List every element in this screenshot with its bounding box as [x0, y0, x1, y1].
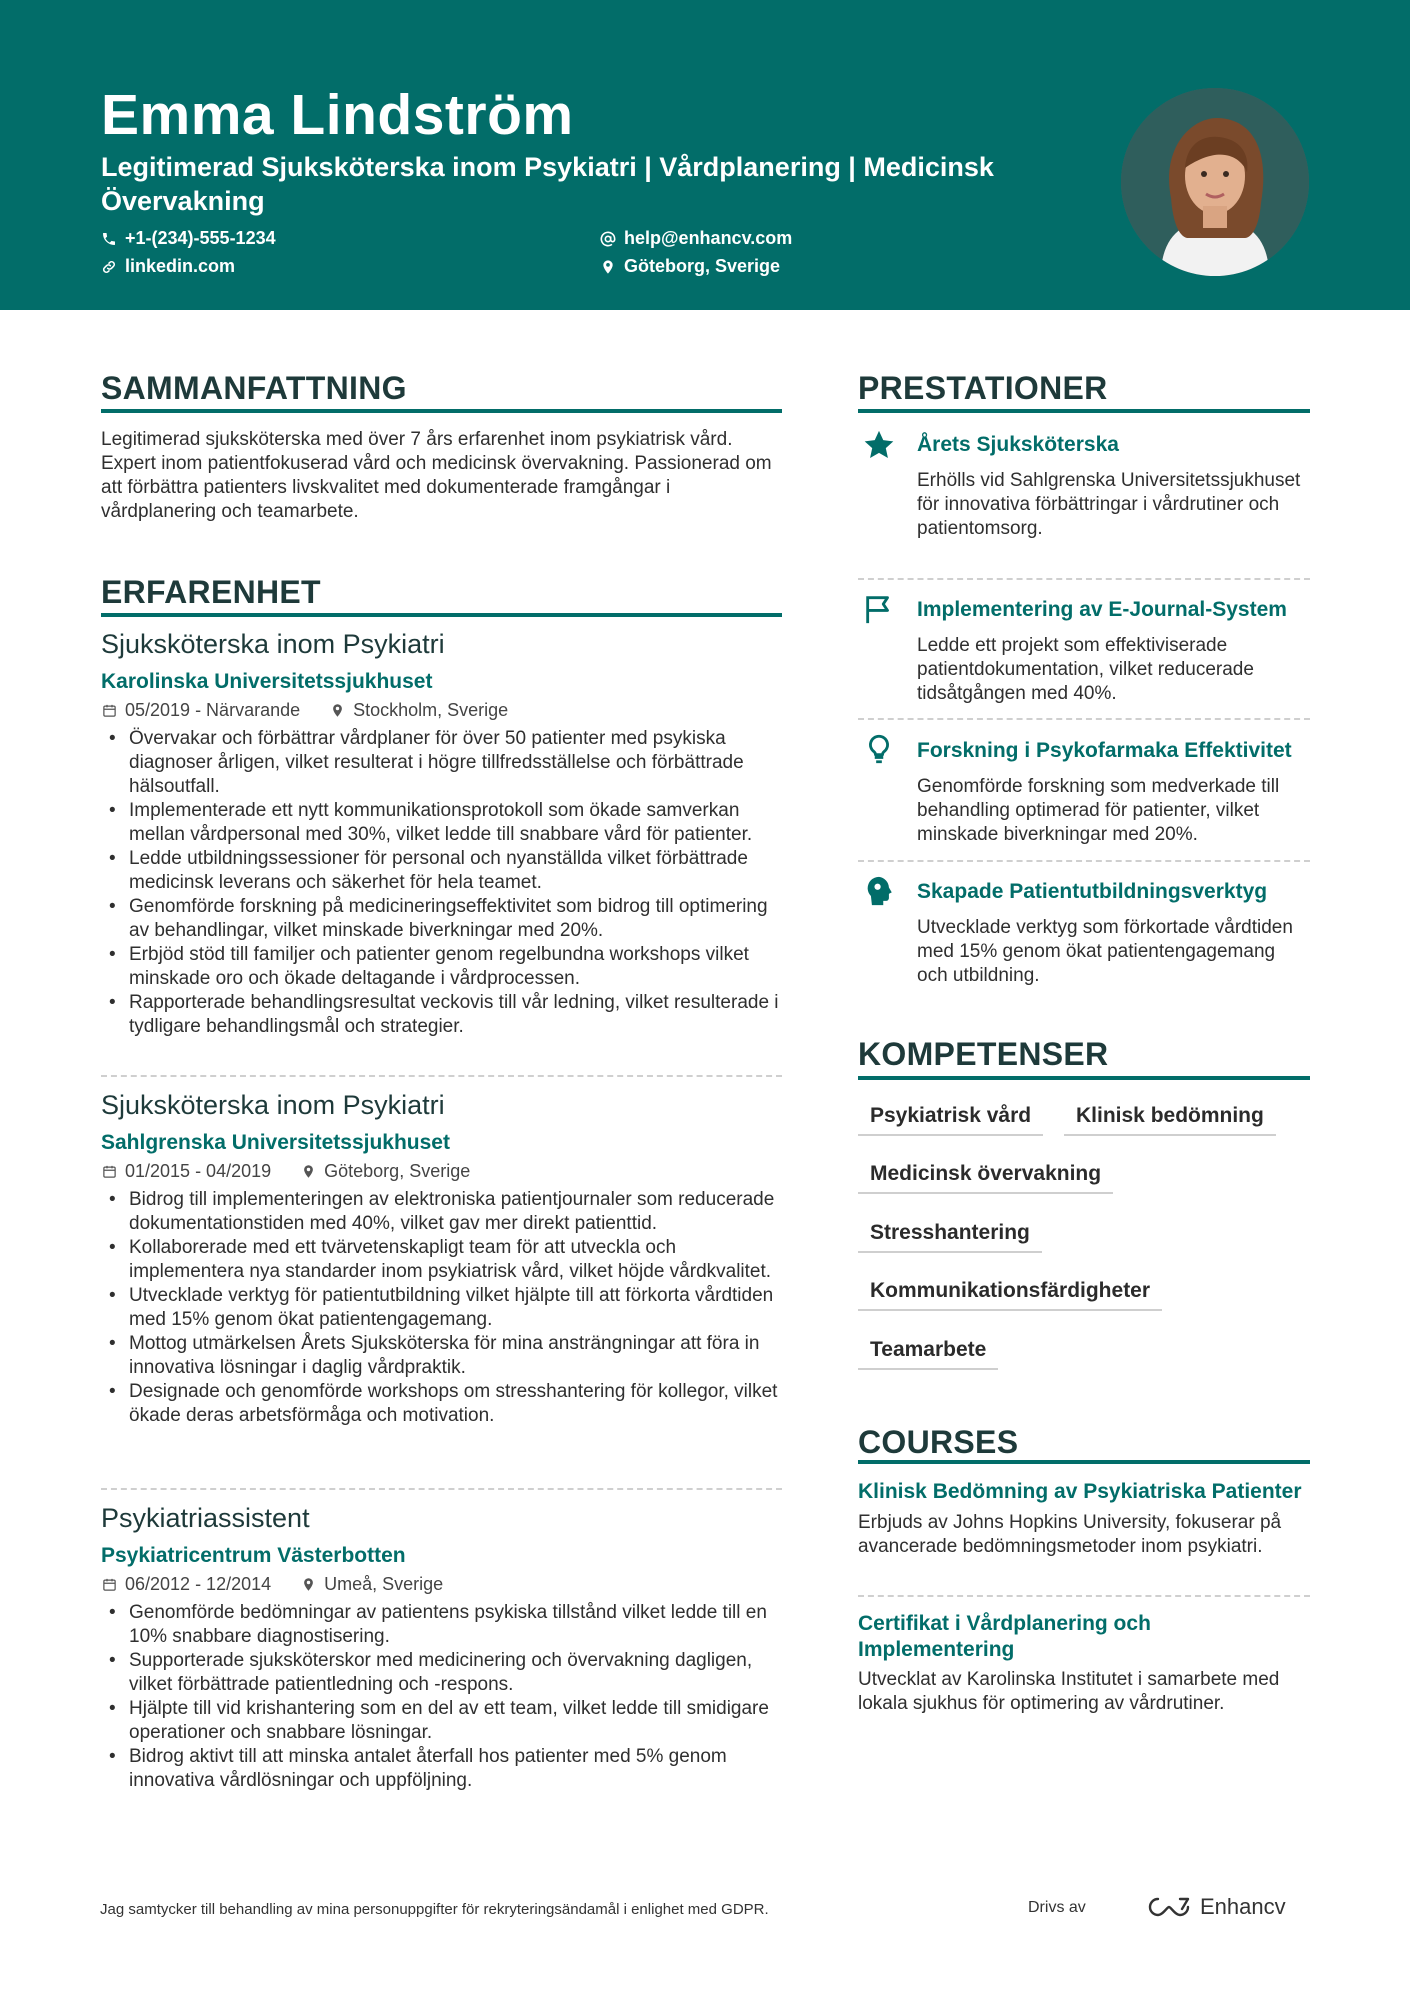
job-meta [102, 1574, 443, 1595]
list-item: • Implementerade ett nytt kommunikationsprotokoll som ökade samverkan mellan vårdpersonal med 30%, vilket ledde till snabbare vård för patienter. [101, 799, 782, 847]
achievement-title: Skapade Patientutbildningsverktyg [917, 880, 1268, 903]
achievement-title: Forskning i Psykofarmaka Effektivitet [917, 739, 1292, 762]
list-item: • Hjälpte till vid krishantering som en del av ett team, vilket ledde till smidigare operationer och snabbare lösningar. [101, 1697, 782, 1745]
achievement-desc: Utvecklade verktyg som förkortade vårdtiden med 15% genom ökat patientengagemang och utbildning. [917, 917, 1293, 986]
candidate-headline: Legitimerad Sjuksköterska inom Psykiatri | Vårdplanering | Medicinsk Övervakning [101, 152, 994, 216]
list-item: • Rapporterade behandlingsresultat veckovis till vår ledning, vilket resulterade i tydligare behandlingsmål och strategier. [101, 991, 782, 1039]
profile-photo [1121, 88, 1309, 276]
calendar-icon [102, 703, 117, 718]
list-item: • Genomförde forskning på medicineringseffektivitet som bidrog till optimering av behandlingar, vilket minskade biverkningar med 20%. [101, 895, 782, 943]
powered-by-label: Drivs av [1028, 1899, 1086, 1916]
location-pin-icon [330, 703, 345, 718]
divider [858, 1595, 1310, 1597]
contact-email[interactable] [600, 228, 792, 249]
divider [858, 860, 1310, 862]
enhancv-logo-icon [1146, 1895, 1192, 1919]
achievement-title: Årets Sjuksköterska [917, 433, 1119, 456]
achievement-desc: Genomförde forskning som medverkade till behandling optimerad för patienter, vilket minskade biverkningar med 20%. [917, 776, 1280, 845]
experience-rule [101, 613, 782, 617]
email-text: help@enhancv.com [624, 228, 793, 248]
location-pin-icon [600, 259, 616, 275]
summary-heading: SAMMANFATTNING [101, 370, 407, 406]
list-item: • Mottog utmärkelsen Årets Sjuksköterska för mina ansträngningar att föra in innovativa lösningar i daglig vårdpraktik. [101, 1332, 782, 1380]
gdpr-consent: Jag samtycker till behandling av mina personuppgifter för rekryteringsändamål i enlighet med GDPR. [100, 1901, 769, 1918]
achievement-desc: Ledde ett projekt som effektiviserade patientdokumentation, vilket reducerade tidsåtgången med 40%. [917, 635, 1254, 704]
courses-heading: COURSES [858, 1424, 1019, 1460]
list-item: • Designade och genomförde workshops om stresshantering för kollegor, vilket ökade deras arbetsförmåga och motivation. [101, 1380, 782, 1428]
skills-heading: KOMPETENSER [858, 1036, 1109, 1072]
course-desc: Erbjuds av Johns Hopkins University, fokuserar på avancerade bedömningsmetoder inom psykiatri. [858, 1512, 1282, 1557]
list-item: • Bidrog till implementeringen av elektroniska patientjournaler som reducerade dokumentationstiden med 40%, vilket gav mer direkt patienttid. [101, 1188, 782, 1236]
job-bullets [101, 1188, 782, 1428]
calendar-icon [102, 1577, 117, 1592]
achievements-heading: PRESTATIONER [858, 370, 1108, 406]
job-dates: 06/2012 - 12/2014 [125, 1574, 272, 1594]
company-name: Karolinska Universitetssjukhuset [101, 670, 433, 693]
linkedin-text: linkedin.com [125, 256, 236, 276]
course-title: Certifikat i Vårdplanering och Implementering [858, 1612, 1151, 1661]
contact-linkedin[interactable] [101, 256, 235, 277]
brand-name: Enhancv [1200, 1894, 1286, 1919]
location-text: Göteborg, Sverige [624, 256, 781, 276]
company-name: Sahlgrenska Universitetssjukhuset [101, 1131, 450, 1154]
job-title: Sjuksköterska inom Psykiatri [101, 629, 445, 659]
job-meta [102, 1161, 470, 1182]
job-dates: 01/2015 - 04/2019 [125, 1161, 272, 1181]
location-pin-icon [301, 1577, 316, 1592]
list-item: • Utvecklade verktyg för patientutbildning vilket hjälpte till att förkorta vårdtiden med 15% genom ökat patientengagemang. [101, 1284, 782, 1332]
candidate-name: Emma Lindström [101, 83, 574, 147]
contact-location [600, 256, 780, 277]
lightbulb-icon [862, 732, 896, 766]
achievements-rule [858, 409, 1310, 413]
company-name: Psykiatricentrum Västerbotten [101, 1544, 406, 1567]
list-item: • Kollaborerade med ett tvärvetenskapligt team för att utveckla och implementera nya standarder inom psykiatrisk vård, vilket höjde vårdkvalitet. [101, 1236, 782, 1284]
phone-text: +1-(234)-555-1234 [125, 228, 276, 248]
enhancv-logo[interactable] [1146, 1894, 1286, 1920]
summary-text: Legitimerad sjuksköterska med över 7 års erfarenhet inom psykiatrisk vård. Expert inom patientfokuserad vård och medicinsk övervakning. Passionerad om att förbättra patienters livskvalitet med dokumenterade framgångar i vårdplanering och teamarbete. [101, 429, 772, 522]
job-location: Stockholm, Sverige [353, 700, 509, 720]
skill-tag: Stresshantering [858, 1221, 1042, 1253]
course-title: Klinisk Bedömning av Psykiatriska Patienter [858, 1480, 1302, 1503]
divider [101, 1075, 782, 1077]
location-pin-icon [301, 1164, 316, 1179]
divider [858, 578, 1310, 580]
skill-tag: Psykiatrisk vård [858, 1104, 1043, 1136]
list-item: • Genomförde bedömningar av patientens psykiska tillstånd vilket ledde till en 10% snabbare diagnostisering. [101, 1601, 782, 1649]
skills-rule [858, 1076, 1310, 1080]
job-dates: 05/2019 - Närvarande [125, 700, 301, 720]
summary-rule [101, 409, 782, 413]
list-item: • Bidrog aktivt till att minska antalet återfall hos patienter med 5% genom innovativa vårdlösningar och uppföljning. [101, 1745, 782, 1793]
at-icon [600, 231, 616, 247]
phone-icon [101, 231, 117, 247]
job-title: Sjuksköterska inom Psykiatri [101, 1090, 445, 1120]
list-item: • Ledde utbildningssessioner för personal och nyanställda vilket förbättrade medicinsk leverans och säkerhet för hela teamet. [101, 847, 782, 895]
list-item: • Övervakar och förbättrar vårdplaner för över 50 patienter med psykiska diagnoser årligen, vilket resulterat i högre tillfredsställelse och förbättrade hälsoutfall. [101, 727, 782, 799]
job-meta [102, 700, 508, 721]
course-desc: Utvecklat av Karolinska Institutet i samarbete med lokala sjukhus för optimering av vårdrutiner. [858, 1669, 1280, 1714]
achievement-title: Implementering av E-Journal-System [917, 598, 1287, 621]
resume-header [0, 0, 1410, 310]
job-location: Umeå, Sverige [324, 1574, 444, 1594]
job-bullets [101, 1601, 782, 1793]
list-item: • Supporterade sjuksköterskor med medicinering och övervakning dagligen, vilket förbättrade patientledning och -respons. [101, 1649, 782, 1697]
job-bullets [101, 727, 782, 1039]
divider [101, 1488, 782, 1490]
job-location: Göteborg, Sverige [324, 1161, 471, 1181]
divider [858, 718, 1310, 720]
job-title: Psykiatriassistent [101, 1503, 310, 1533]
star-icon [862, 428, 896, 462]
list-item: • Erbjöd stöd till familjer och patienter genom regelbundna workshops vilket minskade oro och ökade deltagande i vårdprocessen. [101, 943, 782, 991]
skill-tag: Teamarbete [858, 1338, 998, 1370]
skill-tag: Kommunikationsfärdigheter [858, 1279, 1162, 1311]
skill-tag: Klinisk bedömning [1064, 1104, 1276, 1136]
experience-heading: ERFARENHET [101, 574, 321, 610]
link-icon [101, 259, 117, 275]
calendar-icon [102, 1164, 117, 1179]
flag-icon [862, 592, 896, 626]
skill-tag: Medicinsk övervakning [858, 1162, 1113, 1194]
head-brain-icon [862, 874, 896, 908]
achievement-desc: Erhölls vid Sahlgrenska Universitetssjukhuset för innovativa förbättringar i vårdrutiner och patientomsorg. [917, 470, 1301, 539]
contact-phone[interactable] [101, 228, 276, 249]
courses-rule [858, 1460, 1310, 1464]
